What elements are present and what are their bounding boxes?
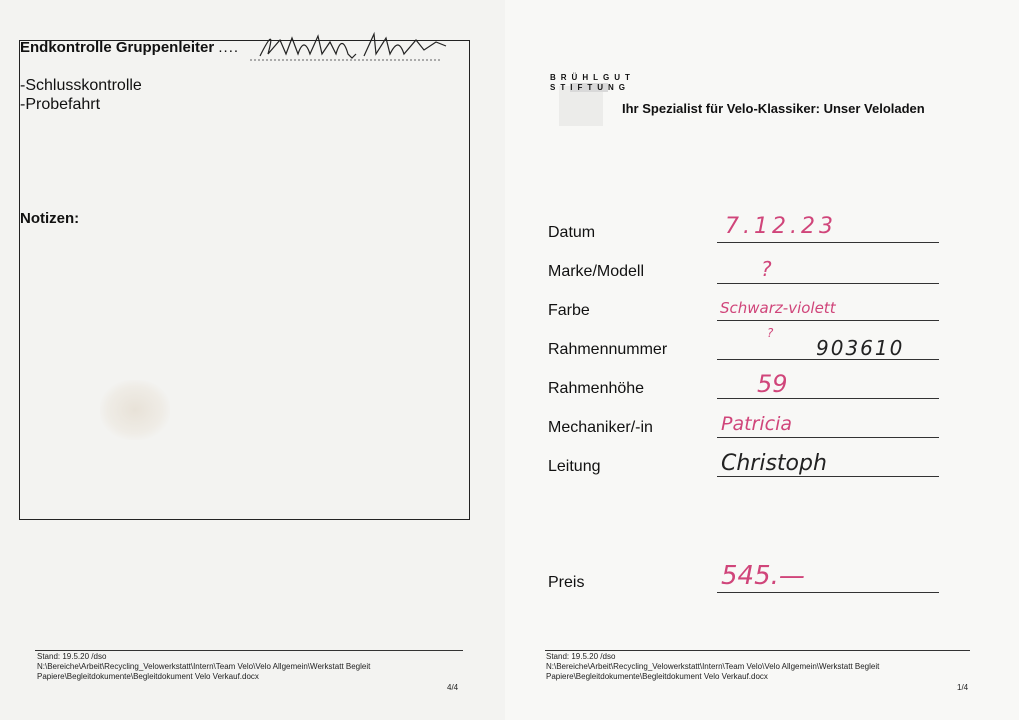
footer-stand: Stand: 19.5.20 /dso	[546, 652, 616, 661]
footer-path-1: N:\Bereiche\Arbeit\Recycling_Velowerkstatt\Intern\Team Velo\Velo Allgemein\Werkstatt Begleit	[546, 662, 880, 671]
field-label-frame-height: Rahmenhöhe	[548, 380, 645, 397]
field-note-frame-number: ?	[767, 326, 774, 340]
left-footer	[37, 652, 370, 682]
check-final: -Schlusskontrolle	[20, 77, 142, 94]
footer-rule	[35, 650, 463, 651]
field-value-color: Schwarz-violett	[720, 299, 836, 317]
logo-line-1: BRÜHLGUT	[550, 73, 635, 82]
field-value-price: 545.—	[721, 561, 805, 591]
field-line-datum	[717, 242, 939, 243]
footer-stand: Stand: 19.5.20 /dso	[37, 652, 107, 661]
right-footer	[546, 652, 879, 682]
field-line-lead	[717, 476, 939, 477]
field-label-color: Farbe	[548, 302, 590, 319]
footer-path-2: Papiere\Begleitdokumente\Begleitdokument Velo Verkauf.docx	[546, 672, 768, 681]
right-page	[505, 0, 1019, 720]
title-text: Endkontrolle Gruppenleiter	[20, 39, 215, 56]
footer-path-2: Papiere\Begleitdokumente\Begleitdokument Velo Verkauf.docx	[37, 672, 259, 681]
field-value-model: ?	[761, 257, 772, 281]
field-line-model	[717, 283, 939, 284]
check-test-ride: -Probefahrt	[20, 96, 101, 113]
logo-line-2: STIFTUNG	[550, 83, 631, 92]
field-label-lead: Leitung	[548, 458, 601, 475]
field-value-mechanic: Patricia	[721, 413, 793, 435]
shop-tagline: Ihr Spezialist für Velo-Klassiker: Unser Veloladen	[622, 101, 925, 116]
field-label-frame-number: Rahmennummer	[548, 341, 668, 358]
footer-rule	[545, 650, 970, 651]
field-label-mechanic: Mechaniker/-in	[548, 419, 653, 436]
notes-label: Notizen:	[20, 210, 80, 227]
field-line-price	[717, 592, 939, 593]
field-label-datum: Datum	[548, 224, 596, 241]
field-label-price: Preis	[548, 574, 585, 591]
field-value-datum: 7.12.23	[725, 214, 837, 239]
field-line-color	[717, 320, 939, 321]
check-list	[20, 76, 142, 114]
page-number: 1/4	[957, 683, 969, 692]
left-page	[0, 0, 505, 720]
group-leader-check-title	[20, 39, 239, 56]
field-label-model: Marke/Modell	[548, 263, 645, 280]
page-number: 4/4	[447, 683, 459, 692]
field-value-frame-height: 59	[757, 370, 788, 398]
field-value-lead: Christoph	[721, 451, 827, 476]
footer-path-1: N:\Bereiche\Arbeit\Recycling_Velowerkstatt\Intern\Team Velo\Velo Allgemein\Werkstatt Begleit	[37, 662, 371, 671]
title-dots: ....	[218, 39, 240, 56]
field-line-mechanic	[717, 437, 939, 438]
field-line-frame-height	[717, 398, 939, 399]
field-value-frame-number: 903610	[816, 336, 905, 360]
paper-stain	[100, 380, 170, 440]
bruehlgut-logo	[550, 73, 635, 93]
leader-signature	[240, 28, 450, 68]
